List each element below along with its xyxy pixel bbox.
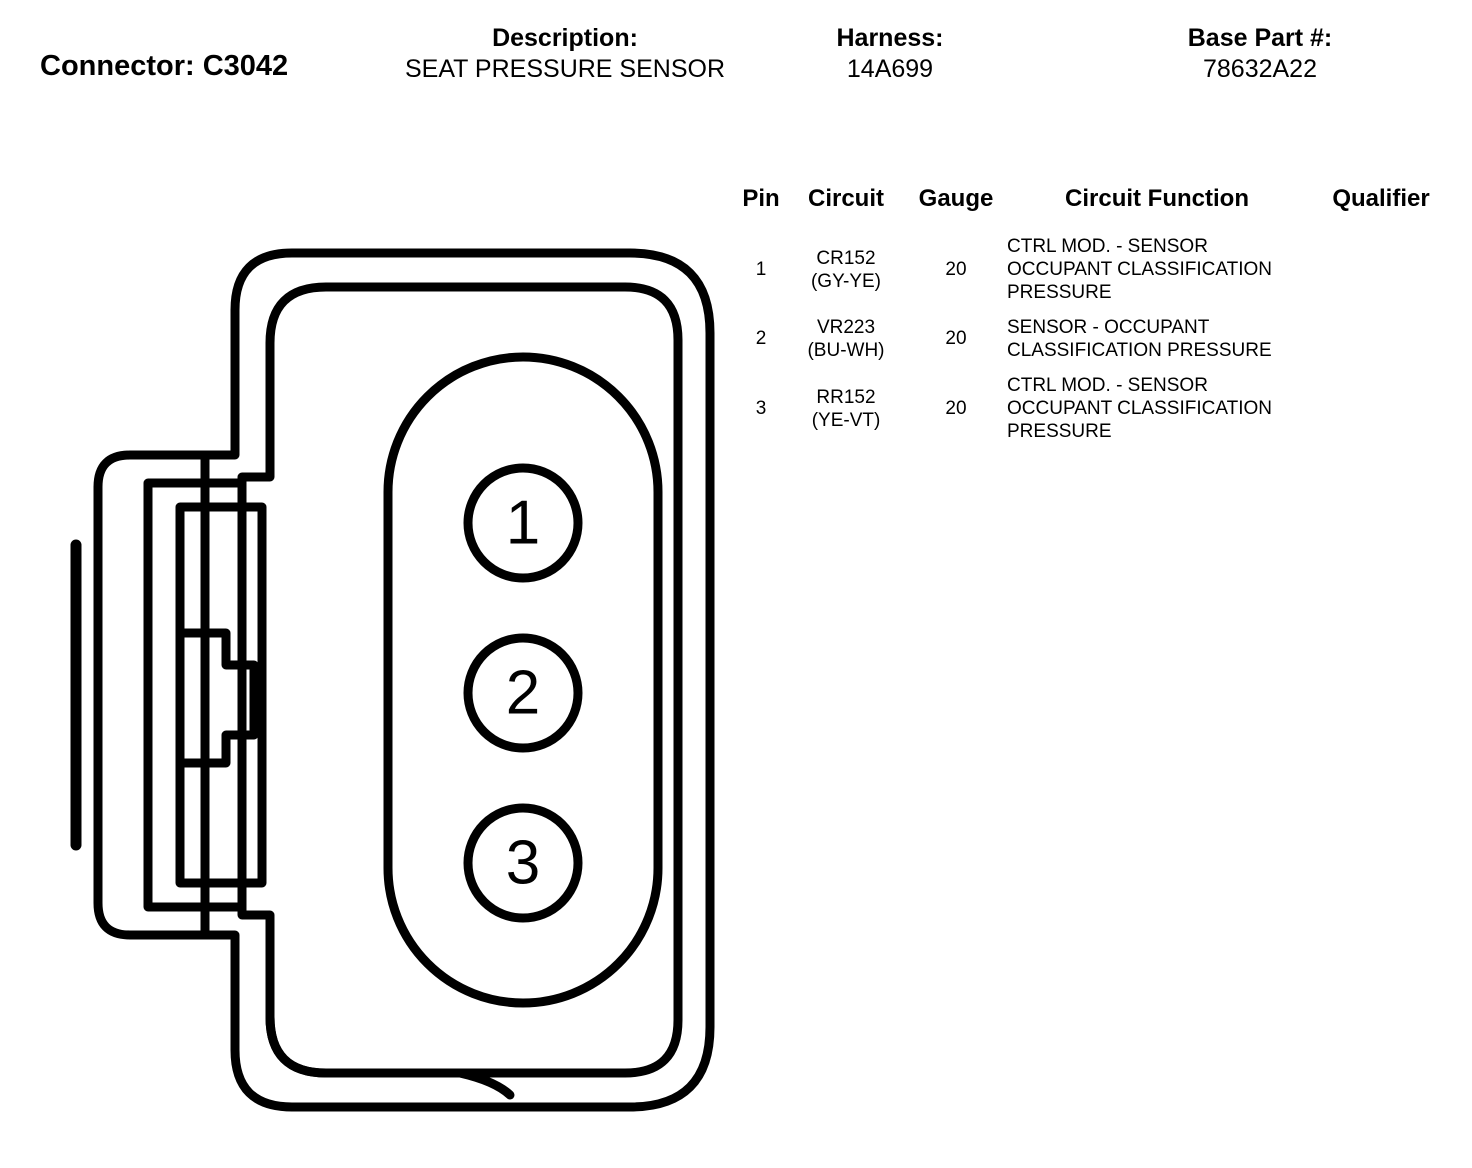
base-part-block [1080, 22, 1440, 84]
column-header-circuit: Circuit [807, 185, 884, 212]
circuit-color: (BU-WH) [807, 340, 885, 361]
cell-circuit [787, 368, 905, 449]
description-block [400, 22, 730, 84]
table-row [735, 368, 1455, 449]
cell-qualifier [1307, 229, 1455, 310]
cavity-3-label: 3 [505, 828, 541, 898]
connector-id-label: Connector: C3042 [40, 50, 289, 82]
cell-function: SENSOR - OCCUPANT CLASSIFICATION PRESSURE [1007, 317, 1272, 361]
cell-gauge: 20 [945, 258, 967, 280]
cell-qualifier [1307, 310, 1455, 368]
harness-label: Harness: [836, 24, 944, 52]
base-part-label: Base Part #: [1187, 24, 1333, 52]
cell-circuit [787, 229, 905, 310]
circuit-code: CR152 [816, 247, 876, 269]
circuit-code: RR152 [816, 386, 876, 408]
connector-bottom-notch [270, 1017, 510, 1095]
connector-id-block [40, 50, 400, 82]
connector-outer-shell [205, 253, 710, 1107]
connector-face-diagram [30, 215, 750, 1145]
harness-value: 14A699 [846, 55, 934, 83]
table-row [735, 310, 1455, 368]
cell-gauge: 20 [945, 328, 967, 349]
connector-inner-shell [242, 287, 678, 1073]
cell-circuit [787, 310, 905, 368]
column-header-function: Circuit Function [1065, 185, 1249, 212]
cavity-1-label: 1 [505, 488, 541, 558]
circuit-code: VR223 [816, 317, 876, 338]
description-label: Description: [492, 24, 638, 52]
header [0, 0, 1472, 140]
circuit-color: (YE-VT) [811, 409, 881, 431]
connector-left-keyway-inner [148, 483, 242, 907]
cell-qualifier [1307, 368, 1455, 449]
cell-pin: 3 [755, 397, 767, 419]
table-row [735, 229, 1455, 310]
cell-function: CTRL MOD. - SENSOR OCCUPANT CLASSIFICATION PRESSURE [1007, 375, 1272, 442]
pin-table [735, 185, 1455, 449]
cavity-2-label: 2 [505, 658, 541, 728]
cell-function: CTRL MOD. - SENSOR OCCUPANT CLASSIFICATION PRESSURE [1007, 236, 1272, 303]
column-header-gauge: Gauge [918, 185, 994, 212]
circuit-color: (GY-YE) [810, 270, 882, 292]
base-part-value: 78632A22 [1202, 55, 1317, 83]
table-header-row [735, 185, 1455, 229]
cell-pin: 1 [755, 258, 767, 280]
harness-block [760, 22, 1020, 84]
column-header-pin: Pin [742, 185, 780, 212]
cell-gauge: 20 [945, 397, 967, 419]
cell-pin: 2 [755, 328, 767, 349]
description-value: SEAT PRESSURE SENSOR [405, 55, 725, 83]
column-header-qualifier: Qualifier [1332, 185, 1430, 212]
